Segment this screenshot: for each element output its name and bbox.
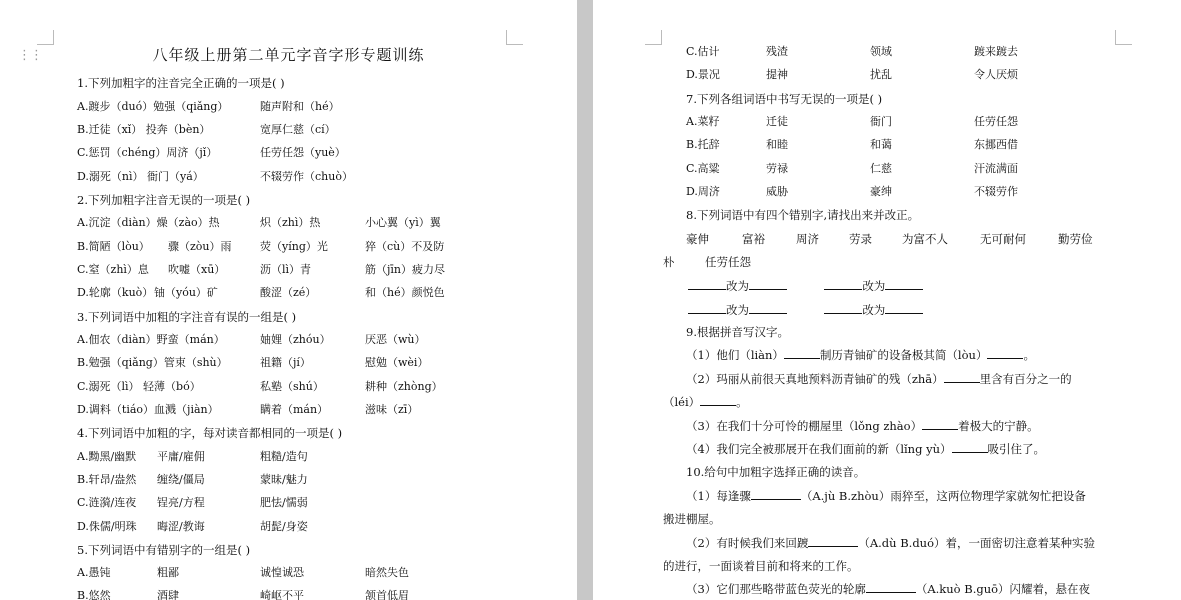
q10-line-3: （2）有时候我们来回踱 （A.dù B.duó）着，一面密切注意着某种实验 (686, 536, 1096, 550)
question-3-stem: 3.下列词语中加粗的字注音有误的一组是( ) (77, 310, 297, 324)
question-1-stem: 1.下列加粗字的注音完全正确的一项是( ) (77, 76, 285, 90)
question-7-stem: 7.下列各组词语中书写无误的一项是( ) (686, 92, 883, 106)
q8-answer-row-2: 改为 改为 (688, 302, 923, 318)
question-5-stem: 5.下列词语中有错别字的一组是( ) (77, 543, 251, 557)
q9-line-1: （1）他们（liàn） 制历青铀矿的设备极其简（lòu） 。 (686, 348, 1035, 362)
question-10-stem: 10.给句中加粗字选择正确的读音。 (686, 465, 866, 479)
document-page-right: C.估计 残渣 领域 踱来踱去 D.景况 提神 扰乱 令人厌烦 7.下列各组词语中书写无误的一项是( ) A.菜籽 迁徒 衙门 任劳任怨 B.托辞 和睦 和蔼 东挪西借 C.高粱 劳禄 仁慈 汗流满面 D.周济 威胁 豪绅 不辍劳作 8.下列词语中有四个错别字,请找出来并改正。 豪伸 富裕 周济 劳录 为富不人 无可耐何 勤劳俭 朴 任劳任怨 改为 改为 改为 改为 9.根据拼音写汉字。 （1）他们（liàn） 制历青铀矿的设备极其简（lòu） 。 （2）玛丽从前很天真地预料沥青铀矿的残（zhā） 里含有百分之一的 （léi） 。 （3）在我们十分可怜的棚屋里（lǒng zhào） 着极大的宁静。 （4）我们完全被那展开在我们面前的新（lǐng yù） 吸引住了。 10.给句中加粗字选择正确的读音。 （1）每逢骤 （A.jù B.zhòu）雨猝至，这两位物理学家就匆忙把设备 搬进棚屋。 （2）有时候我们来回踱 （A.dù B.duó）着，一面密切注意着某种实验 的进行，一面谈着目前和将来的工作。 （3）它们那些略带蓝色荧光的轮廓 （A.kuò B.guō）闪耀着，悬在夜 (593, 0, 1181, 600)
q9-line-3: （léi） 。 (663, 395, 748, 409)
q8-answer-row-1: 改为 改为 (688, 278, 923, 294)
q9-line-2: （2）玛丽从前很天真地预料沥青铀矿的残（zhā） 里含有百分之一的 (686, 372, 1072, 386)
question-9-stem: 9.根据拼音写汉字。 (686, 325, 789, 339)
q10-line-4: 的进行，一面谈着目前和将来的工作。 (663, 559, 859, 573)
question-8-stem: 8.下列词语中有四个错别字,请找出来并改正。 (686, 208, 920, 222)
page-title: 八年级上册第二单元字音字形专题训练 (152, 46, 425, 64)
document-page-left: ⋮⋮ 八年级上册第二单元字音字形专题训练 1.下列加粗字的注音完全正确的一项是( ) A.踱步（duó）勉强（qiǎng） 随声附和（hé） B.迁徒（xǐ） 投奔（bèn） 宽厚仁慈（cí） C.惩罚（chéng）周济（jǐ） 任劳任怨（yuè） D.溺死（nì） 衙门（yá） 不辍劳作（chuò） 2.下列加粗字注音无误的一项是( ) A.沉淀（diàn）燥（zào）热 炽（zhì）热 小心翼（yì）翼 B.简陋（lòu） 骤（zòu）雨 荧（yíng）光 猝（cù）不及防 C.窒（zhì）息 吹嘘（xū） 沥（lì）青 筋（jīn）疲力尽 D.轮廓（kuò） 铀（yóu）矿 酸涩（zé） 和（hé）颜悦色 3.下列词语中加粗的字注音有误的一组是( ) A.佃农（diàn）野蛮（mán） 妯娌（zhóu） 厌恶（wù） B.勉强（qiǎng）管束（shù） 祖籍（jí） 慰勉（wèi） C.溺死（lì） 轻薄（bó） 私塾（shú） 耕种（zhòng） D.调料（tiáo）血溅（jiàn） 瞒着（mán） 滋味（zī） 4.下列词语中加粗的字，每对读音都相同的一项是( ) A.黝黑/幽默 平庸/雇佣 粗糙/造句 B.轩昂/盎然 缠绕/僵局 蒙昧/魅力 C.涟漪/连夜 锃亮/方程 肥怯/懦弱 D.侏儒/明珠 晦涩/教诲 胡髭/身姿 5.下列词语中有错别字的一组是( ) A.愚钝 粗鄙 诚惶诚恐 暗然失色 B.悠然 酒肆 崎岖不平 颔首低眉 (0, 0, 577, 600)
q9-line-5: （4）我们完全被那展开在我们面前的新（lǐng yù） 吸引住了。 (686, 442, 1045, 456)
q9-line-4: （3）在我们十分可怜的棚屋里（lǒng zhào） 着极大的宁静。 (686, 419, 1039, 433)
question-4-stem: 4.下列词语中加粗的字，每对读音都相同的一项是( ) (77, 426, 343, 440)
page-corner-mark (1115, 30, 1132, 45)
q10-line-2: 搬进棚屋。 (663, 512, 721, 526)
drag-handle-icon[interactable]: ⋮⋮ (18, 48, 42, 63)
q10-line-1: （1）每逢骤 （A.jù B.zhòu）雨猝至，这两位物理学家就匆忙把设备 (686, 489, 1086, 503)
page-corner-mark (506, 30, 523, 45)
question-2-stem: 2.下列加粗字注音无误的一项是( ) (77, 193, 251, 207)
page-corner-mark (37, 30, 54, 45)
page-corner-mark (645, 30, 662, 45)
q10-line-5: （3）它们那些略带蓝色荧光的轮廓 （A.kuò B.guō）闪耀着，悬在夜 (686, 582, 1091, 596)
